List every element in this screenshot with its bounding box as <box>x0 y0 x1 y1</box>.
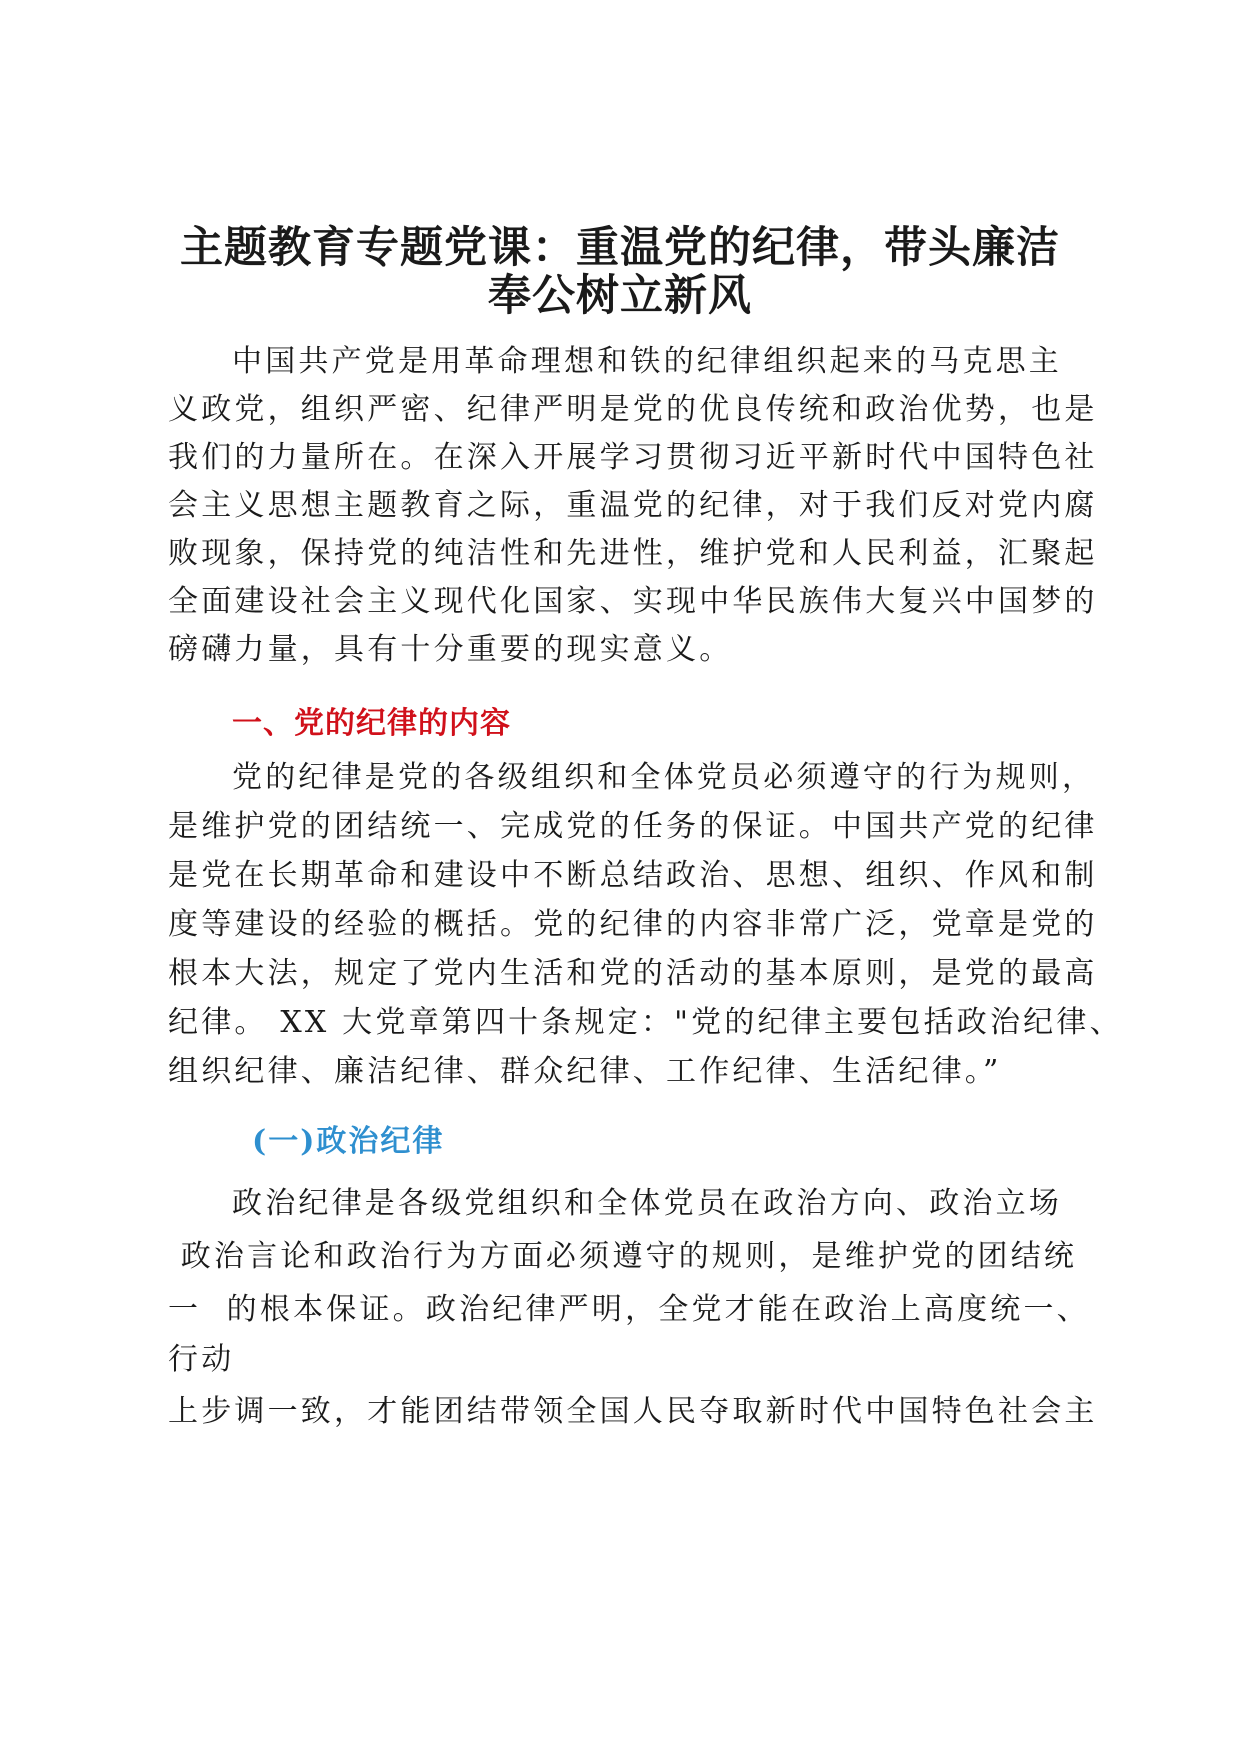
subsection1-line: 一 的根本保证。政治纪律严明，全党才能在政治上高度统一、 <box>168 1292 1090 1327</box>
subsection1-line: 政治言论和政治行为方面必须遵守的规则，是维护党的团结统 <box>168 1239 1078 1274</box>
subsection1-line: 行动 <box>168 1342 235 1377</box>
document-title-line-1: 主题教育专题党课：重温党的纪律，带头廉洁 <box>180 223 1060 273</box>
intro-line: 义政党，组织严密、纪律严明是党的优良传统和政治优势，也是 <box>168 392 1098 427</box>
section1-line: 党的纪律是党的各级组织和全体党员必须遵守的行为规则， <box>232 760 1096 795</box>
intro-line: 会主义思想主题教育之际，重温党的纪律，对于我们反对党内腐 <box>168 488 1098 523</box>
section1-line: 纪律。 XX 大党章第四十条规定："党的纪律主要包括政治纪律、 <box>168 1005 1123 1040</box>
section1-line: 组织纪律、廉洁纪律、群众纪律、工作纪律、生活纪律。” <box>168 1054 1002 1089</box>
intro-line: 败现象，保持党的纯洁性和先进性，维护党和人民利益，汇聚起 <box>168 536 1098 571</box>
section1-line: 度等建设的经验的概括。党的纪律的内容非常广泛，党章是党的 <box>168 907 1098 942</box>
subsection-heading-political-discipline: (一)政治纪律 <box>252 1124 445 1159</box>
intro-line: 我们的力量所在。在深入开展学习贯彻习近平新时代中国特色社 <box>168 440 1098 475</box>
subsection1-line: 上步调一致，才能团结带领全国人民夺取新时代中国特色社会主 <box>168 1394 1098 1429</box>
intro-line: 全面建设社会主义现代化国家、实现中华民族伟大复兴中国梦的 <box>168 584 1098 619</box>
intro-line: 磅礴力量，具有十分重要的现实意义。 <box>168 632 733 667</box>
document-title-line-2: 奉公树立新风 <box>488 271 752 321</box>
section1-line: 根本大法，规定了党内生活和党的活动的基本原则，是党的最高 <box>168 956 1098 991</box>
intro-line: 中国共产党是用革命理想和铁的纪律组织起来的马克思主 <box>232 344 1062 379</box>
section-heading-1: 一、党的纪律的内容 <box>232 706 511 741</box>
section1-line: 是党在长期革命和建设中不断总结政治、思想、组织、作风和制 <box>168 858 1098 893</box>
section1-line: 是维护党的团结统一、完成党的任务的保证。中国共产党的纪律 <box>168 809 1098 844</box>
subsection1-line: 政治纪律是各级党组织和全体党员在政治方向、政治立场 <box>232 1186 1062 1221</box>
